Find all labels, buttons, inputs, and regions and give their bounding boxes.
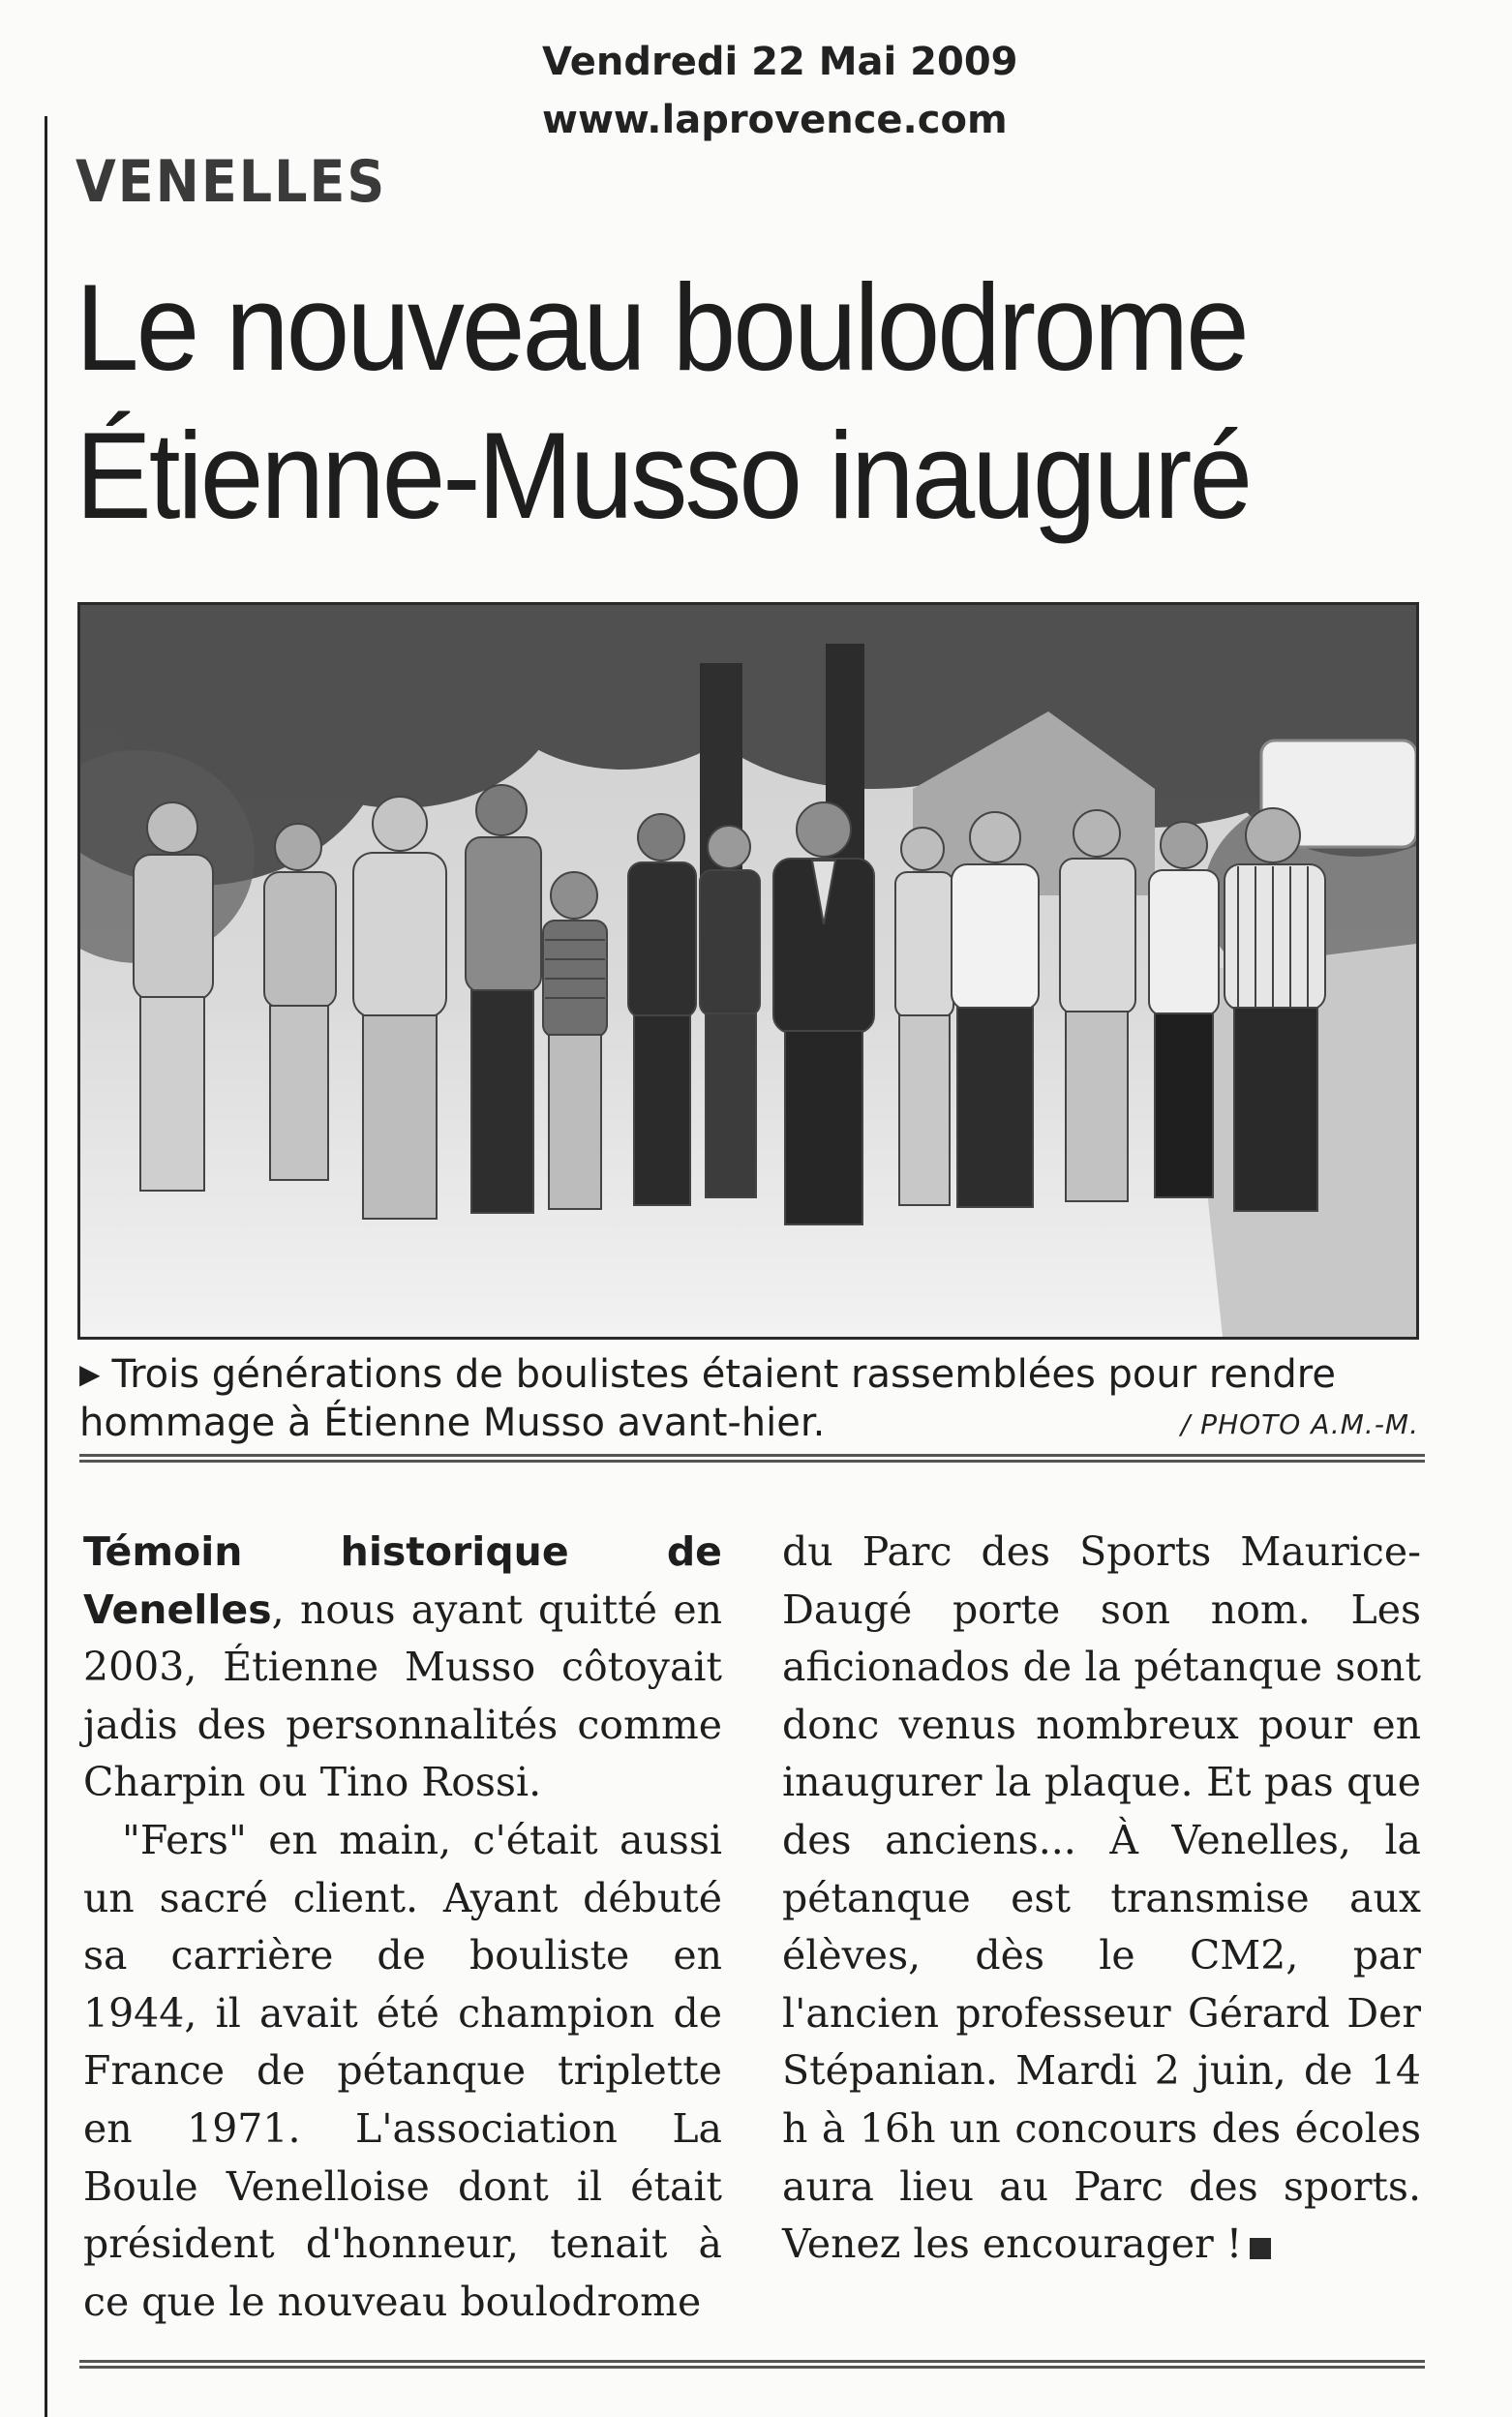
article-column-right	[782, 1524, 1421, 2274]
headline	[76, 254, 1469, 551]
headline-line-1: Le nouveau boulodrome	[76, 258, 1247, 397]
publication-url: www.laprovence.com	[542, 98, 1008, 142]
article-column-left	[83, 1524, 722, 2331]
headline-line-2: Étienne-Musso inauguré	[76, 407, 1251, 546]
article-paragraph-2: "Fers" en main, c'était aussi un sacré client. Ayant débuté sa carrière de bouliste en 1944, il avait été champion de France de pétanque triplette en 1971. L'association La Boule Venelloise dont il était président d'honneur, tenait à ce que le nouveau boulodrome	[83, 1816, 722, 2325]
publication-date: Vendredi 22 Mai 2009	[542, 40, 1018, 84]
left-column-rule	[45, 116, 47, 2417]
article-paragraph-1-rest: , nous ayant quitté en 2003, Étienne Musso côtoyait jadis des personnalités comme Charpin ou Tino Rossi.	[83, 1586, 722, 1806]
article-lead: Témoin historique de Venelles	[83, 1528, 722, 1633]
article-paragraph-3-text: du Parc des Sports Maurice-Daugé porte son nom. Les aficionados de la pétanque sont donc venus nombreux pour en inaugurer la plaque. Et pas que des anciens... À Venelles, la pétanque est transmise aux élèves, dès le CM2, par l'ancien professeur Gérard Der Stépanian. Mardi 2 juin, de 14 h à 16h un concours des écoles aura lieu au Parc des sports. Venez les encourager !	[782, 1528, 1421, 2268]
caption-divider	[79, 1454, 1425, 1463]
group-photo-illustration	[80, 605, 1416, 1337]
end-of-article-icon	[1250, 2238, 1271, 2259]
bottom-divider	[79, 2360, 1425, 2369]
article-paragraph-3	[782, 1524, 1421, 2274]
photo-credit: / PHOTO A.M.-M.	[1180, 1408, 1419, 1440]
photo-caption-text: Trois générations de boulistes étaient rassemblées pour rendre hommage à Étienne Musso avant-hier.	[79, 1352, 1336, 1445]
article-paragraph-1	[83, 1524, 722, 1812]
caption-triangle-icon: ▶	[79, 1358, 101, 1390]
group-photo	[77, 602, 1419, 1340]
section-heading: VENELLES	[76, 148, 387, 216]
